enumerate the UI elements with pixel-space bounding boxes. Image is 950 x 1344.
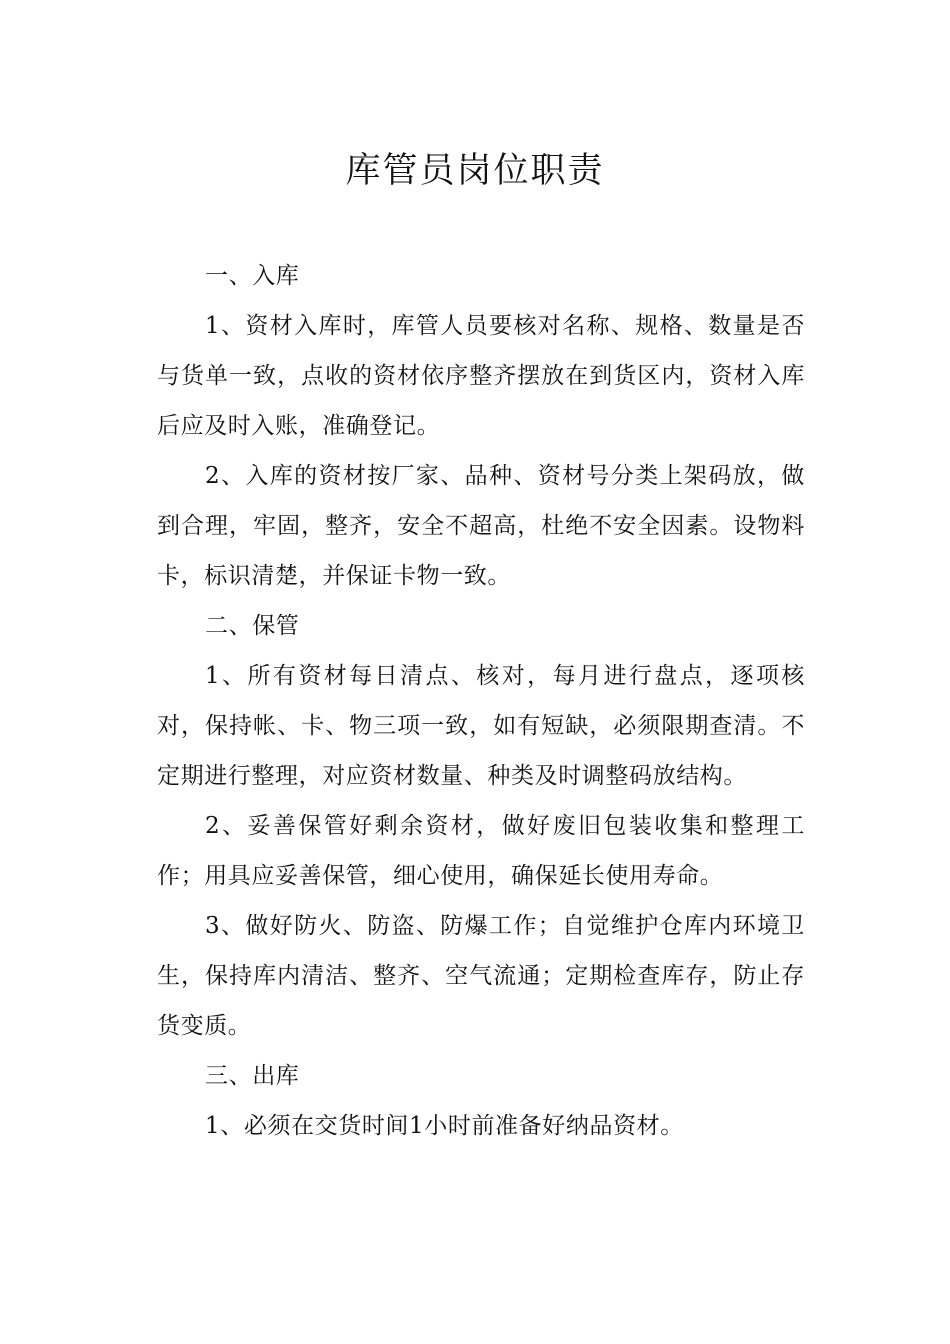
document-title: 库管员岗位职责: [345, 151, 605, 191]
paragraph-outbound-1: 1、必须在交货时间1小时前准备好纳品资材。: [205, 1113, 684, 1139]
section-heading-inbound: 一、入库: [205, 263, 300, 289]
paragraph-inbound-2: 2、入库的资材按厂家、品种、资材号分类上架码放，做到合理，牢固，整齐，安全不超高，杜绝不安全因素。设物料卡，标识清楚，并保证卡物一致。: [157, 463, 805, 589]
paragraph-inbound-1: 1、资材入库时，库管人员要核对名称、规格、数量是否与货单一致，点收的资材依序整齐摆放在到货区内，资材入库后应及时入账，准确登记。: [157, 313, 805, 439]
section-heading-storage: 二、保管: [205, 613, 300, 639]
paragraph-storage-3: 3、做好防火、防盗、防爆工作；自觉维护仓库内环境卫生，保持库内清洁、整齐、空气流通；定期检查库存，防止存货变质。: [157, 913, 805, 1039]
paragraph-storage-1: 1、所有资材每日清点、核对，每月进行盘点，逐项核对，保持帐、卡、物三项一致，如有短缺，必须限期查清。不定期进行整理，对应资材数量、种类及时调整码放结构。: [157, 663, 805, 789]
document-body: [157, 251, 805, 1151]
section-heading-outbound: 三、出库: [205, 1063, 300, 1089]
paragraph-storage-2: 2、妥善保管好剩余资材，做好废旧包装收集和整理工作；用具应妥善保管，细心使用，确保延长使用寿命。: [157, 813, 805, 889]
